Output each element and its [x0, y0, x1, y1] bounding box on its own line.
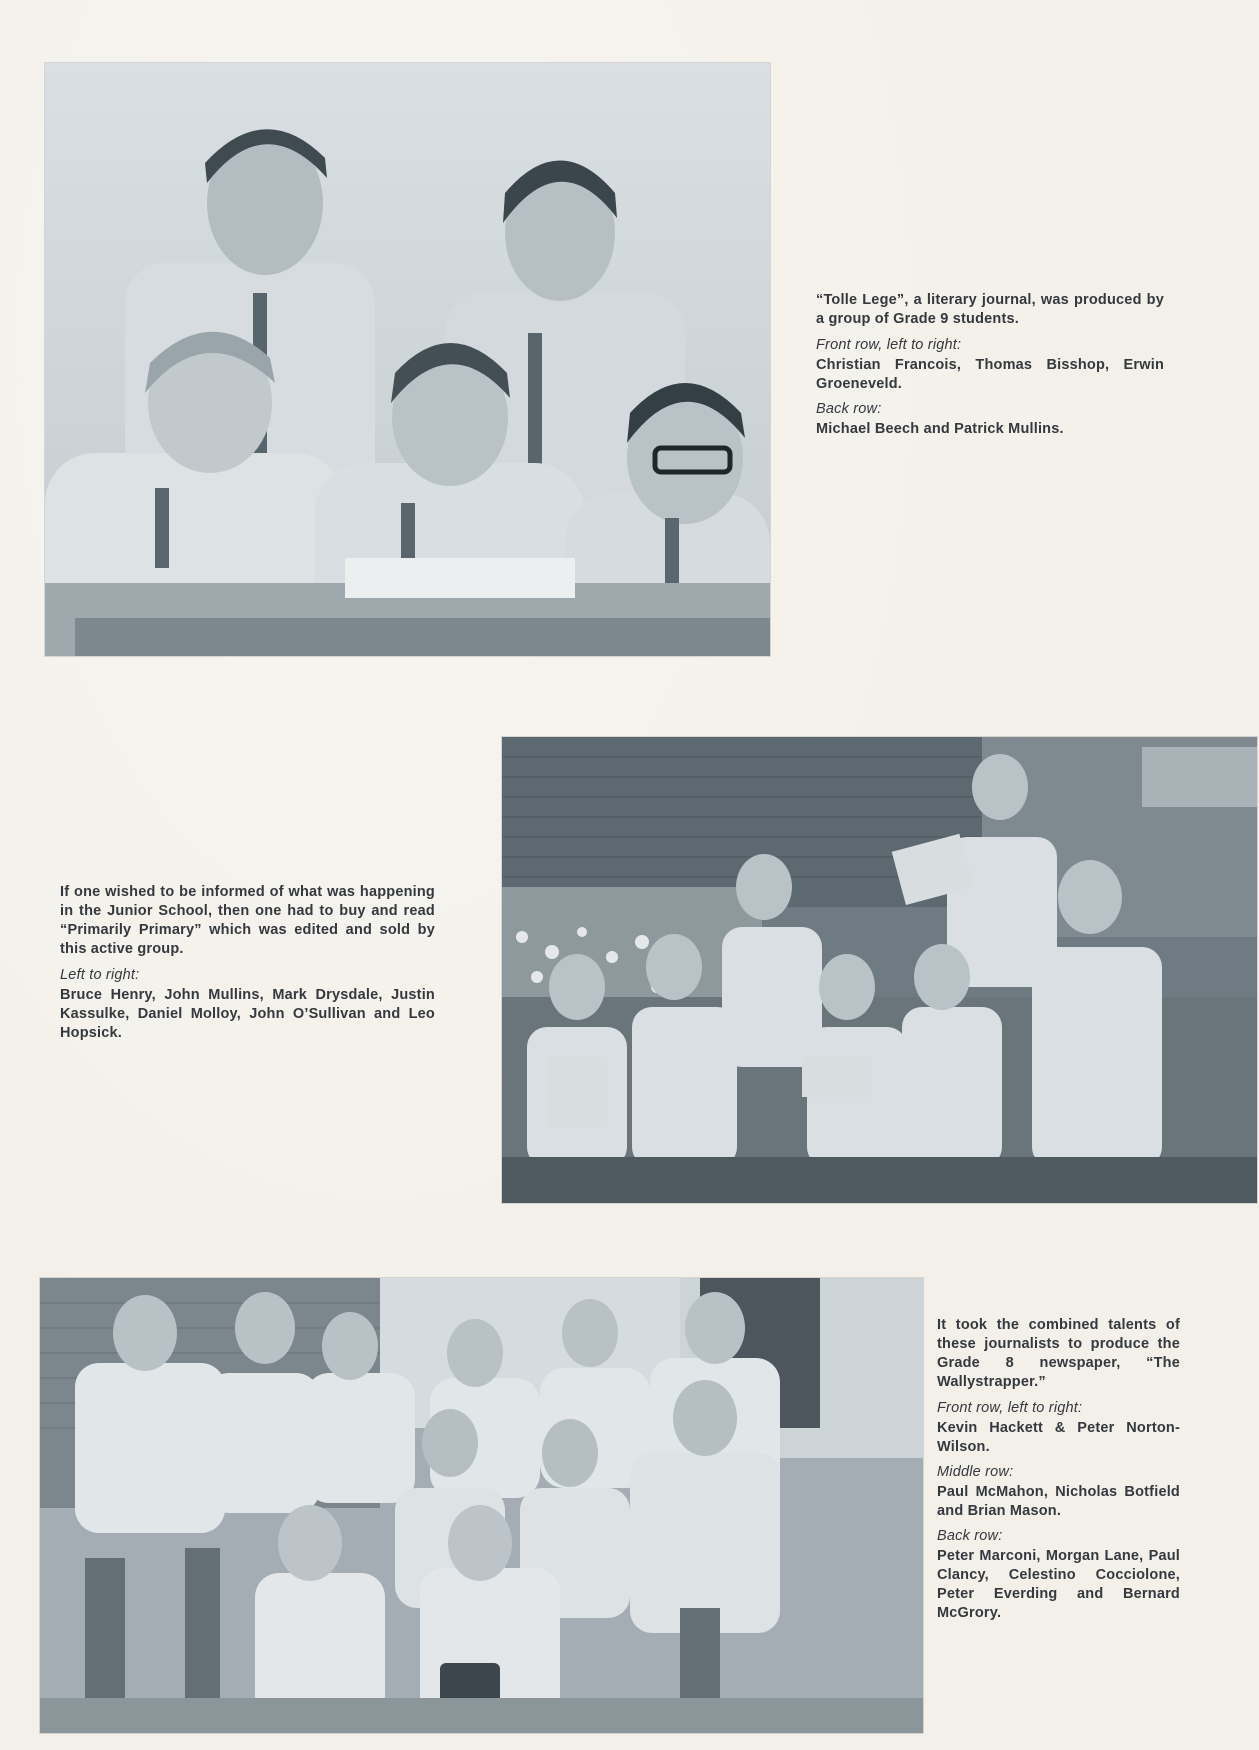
caption-wallystrapper-back-names: Peter Marconi, Morgan Lane, Paul Clancy, Celestino Cocciolone, Peter Everding and Bernard McGrory.	[937, 1548, 1180, 1621]
photo-primarily-primary-group	[502, 737, 1257, 1203]
photo-wallystrapper-image	[40, 1278, 923, 1733]
caption-primarily-primary-intro: If one wished to be informed of what was happening in the Junior School, then one had to buy and read “Primarily Primary” which was edited and sold by this active group.	[60, 884, 435, 957]
caption-tolle-lege	[816, 291, 1164, 445]
caption-wallystrapper-middle-label: Middle row:	[937, 1464, 1014, 1480]
caption-wallystrapper	[937, 1316, 1180, 1629]
caption-wallystrapper-middle-names: Paul McMahon, Nicholas Botfield and Brian Mason.	[937, 1484, 1180, 1519]
caption-tolle-lege-back-label: Back row:	[816, 401, 882, 417]
photo-tolle-lege-image	[45, 63, 770, 656]
caption-primarily-primary-label: Left to right:	[60, 967, 140, 983]
caption-wallystrapper-front-label: Front row, left to right:	[937, 1400, 1083, 1416]
caption-primarily-primary	[60, 883, 435, 1049]
caption-tolle-lege-intro: “Tolle Lege”, a literary journal, was produced by a group of Grade 9 students.	[816, 292, 1164, 327]
caption-tolle-lege-front-label: Front row, left to right:	[816, 337, 962, 353]
photo-primarily-primary-image	[502, 737, 1257, 1203]
caption-tolle-lege-back-names: Michael Beech and Patrick Mullins.	[816, 421, 1064, 437]
photo-tolle-lege-group	[45, 63, 770, 656]
caption-wallystrapper-back-label: Back row:	[937, 1528, 1003, 1544]
caption-wallystrapper-intro: It took the combined talents of these journalists to produce the Grade 8 newspaper, “The Wallystrapper.”	[937, 1317, 1180, 1390]
caption-wallystrapper-front-names: Kevin Hackett & Peter Norton-Wilson.	[937, 1420, 1180, 1455]
caption-tolle-lege-front-names: Christian Francois, Thomas Bisshop, Erwin Groeneveld.	[816, 357, 1164, 392]
photo-wallystrapper-group	[40, 1278, 923, 1733]
caption-primarily-primary-names: Bruce Henry, John Mullins, Mark Drysdale, Justin Kassulke, Daniel Molloy, John O’Sullivan and Leo Hopsick.	[60, 987, 435, 1041]
